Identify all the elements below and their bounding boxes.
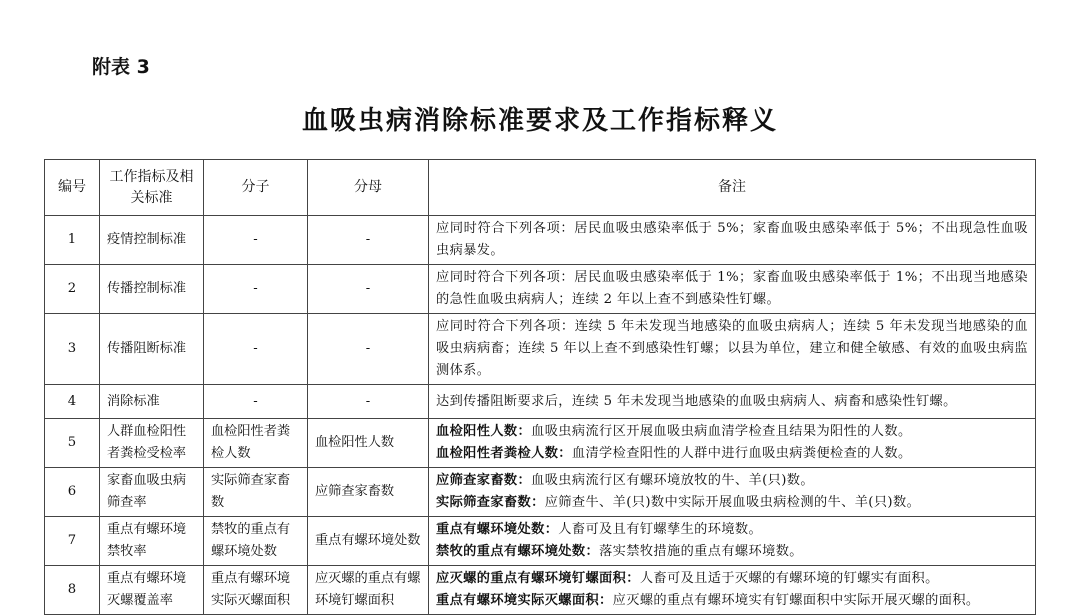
note-text: 血清学检查阳性的人群中进行血吸虫病粪便检查的人数。 bbox=[571, 446, 912, 461]
row-indicator: 人群血检阳性者粪检受检率 bbox=[100, 419, 204, 468]
table-row bbox=[45, 468, 1036, 517]
row-denominator: 应灭螺的重点有螺环境钉螺面积 bbox=[308, 566, 429, 615]
note-line bbox=[436, 492, 1028, 514]
table-row bbox=[45, 314, 1036, 385]
row-id: 3 bbox=[45, 314, 100, 385]
note-line bbox=[436, 319, 1028, 378]
note-text: 应同时符合下列各项：连续 5 年未发现当地感染的血吸虫病病人；连续 5 年未发现当地感染的血吸虫病病畜；连续 5 年以上查不到感染性钉螺；以县为单位，建立和健全敏感、有效的血吸虫病监测体系。 bbox=[436, 319, 1028, 378]
header-numerator: 分子 bbox=[204, 160, 308, 216]
row-numerator: - bbox=[204, 216, 308, 265]
note-text: 血吸虫病流行区有螺环境放牧的牛、羊(只)数。 bbox=[531, 473, 814, 488]
note-line bbox=[436, 541, 1028, 563]
row-notes bbox=[429, 566, 1036, 615]
table-row bbox=[45, 419, 1036, 468]
row-numerator: - bbox=[204, 314, 308, 385]
row-indicator: 重点有螺环境禁牧率 bbox=[100, 517, 204, 566]
row-notes bbox=[429, 385, 1036, 419]
row-denominator: 重点有螺环境处数 bbox=[308, 517, 429, 566]
header-indicator: 工作指标及相关标准 bbox=[100, 160, 204, 216]
row-denominator: - bbox=[308, 314, 429, 385]
row-indicator: 传播控制标准 bbox=[100, 265, 204, 314]
row-id: 4 bbox=[45, 385, 100, 419]
row-id: 1 bbox=[45, 216, 100, 265]
header-denominator: 分母 bbox=[308, 160, 429, 216]
row-notes bbox=[429, 419, 1036, 468]
note-text: 应同时符合下列各项：居民血吸虫感染率低于 1%；家畜血吸虫感染率低于 1%；不出现当地感染的急性血吸虫病病人；连续 2 年以上查不到感染性钉螺。 bbox=[436, 270, 1028, 307]
row-id: 8 bbox=[45, 566, 100, 615]
header-id: 编号 bbox=[45, 160, 100, 216]
note-text: 落实禁牧措施的重点有螺环境数。 bbox=[599, 544, 803, 559]
table-header-row bbox=[45, 160, 1036, 216]
note-term: 血检阳性者粪检人数： bbox=[436, 446, 572, 461]
row-numerator: - bbox=[204, 385, 308, 419]
row-id: 2 bbox=[45, 265, 100, 314]
note-text: 达到传播阻断要求后，连续 5 年未发现当地感染的血吸虫病病人、病畜和感染性钉螺。 bbox=[436, 393, 957, 409]
note-term: 应筛查家畜数： bbox=[436, 473, 532, 488]
note-text: 血吸虫病流行区开展血吸虫病血清学检查且结果为阳性的人数。 bbox=[531, 424, 912, 439]
row-denominator: - bbox=[308, 385, 429, 419]
indicator-table bbox=[44, 159, 1036, 615]
row-denominator: 应筛查家畜数 bbox=[308, 468, 429, 517]
row-indicator: 疫情控制标准 bbox=[100, 216, 204, 265]
note-text: 人畜可及且适于灭螺的有螺环境的钉螺实有面积。 bbox=[639, 571, 939, 586]
note-term: 应灭螺的重点有螺环境钉螺面积： bbox=[436, 571, 640, 586]
note-text: 应筛查牛、羊(只)数中实际开展血吸虫病检测的牛、羊(只)数。 bbox=[544, 495, 921, 510]
note-line bbox=[436, 394, 957, 409]
row-notes bbox=[429, 265, 1036, 314]
note-term: 血检阳性人数： bbox=[436, 424, 532, 439]
note-line bbox=[436, 270, 1028, 307]
row-indicator: 消除标准 bbox=[100, 385, 204, 419]
note-line bbox=[436, 421, 1028, 443]
note-line bbox=[436, 470, 1028, 492]
row-numerator: 禁牧的重点有螺环境处数 bbox=[204, 517, 308, 566]
note-term: 重点有螺环境处数： bbox=[436, 522, 559, 537]
table-row bbox=[45, 517, 1036, 566]
note-term: 重点有螺环境实际灭螺面积： bbox=[436, 593, 613, 608]
row-id: 7 bbox=[45, 517, 100, 566]
row-notes bbox=[429, 216, 1036, 265]
note-line bbox=[436, 590, 1028, 612]
note-line bbox=[436, 221, 1028, 258]
row-notes bbox=[429, 468, 1036, 517]
table-body bbox=[45, 216, 1036, 615]
row-numerator: 实际筛查家畜数 bbox=[204, 468, 308, 517]
row-notes bbox=[429, 314, 1036, 385]
note-text: 人畜可及且有钉螺孳生的环境数。 bbox=[558, 522, 763, 537]
row-indicator: 家畜血吸虫病筛查率 bbox=[100, 468, 204, 517]
table-row bbox=[45, 566, 1036, 615]
row-numerator: - bbox=[204, 265, 308, 314]
note-text: 应灭螺的重点有螺环境实有钉螺面积中实际开展灭螺的面积。 bbox=[612, 593, 980, 608]
table-row bbox=[45, 216, 1036, 265]
row-indicator: 传播阻断标准 bbox=[100, 314, 204, 385]
note-term: 实际筛查家畜数： bbox=[436, 495, 545, 510]
row-denominator: - bbox=[308, 216, 429, 265]
table-row bbox=[45, 265, 1036, 314]
note-text: 应同时符合下列各项：居民血吸虫感染率低于 5%；家畜血吸虫感染率低于 5%；不出现急性血吸虫病暴发。 bbox=[436, 221, 1028, 258]
note-line bbox=[436, 519, 1028, 541]
note-line bbox=[436, 443, 1028, 465]
row-numerator: 血检阳性者粪检人数 bbox=[204, 419, 308, 468]
table-row bbox=[45, 385, 1036, 419]
header-notes: 备注 bbox=[429, 160, 1036, 216]
row-id: 6 bbox=[45, 468, 100, 517]
note-term: 禁牧的重点有螺环境处数： bbox=[436, 544, 600, 559]
row-id: 5 bbox=[45, 419, 100, 468]
note-line bbox=[436, 568, 1028, 590]
row-numerator: 重点有螺环境实际灭螺面积 bbox=[204, 566, 308, 615]
row-denominator: - bbox=[308, 265, 429, 314]
row-indicator: 重点有螺环境灭螺覆盖率 bbox=[100, 566, 204, 615]
row-denominator: 血检阳性人数 bbox=[308, 419, 429, 468]
row-notes bbox=[429, 517, 1036, 566]
page-title: 血吸虫病消除标准要求及工作指标释义 bbox=[301, 106, 778, 136]
annex-label: 附表 3 bbox=[92, 56, 150, 78]
